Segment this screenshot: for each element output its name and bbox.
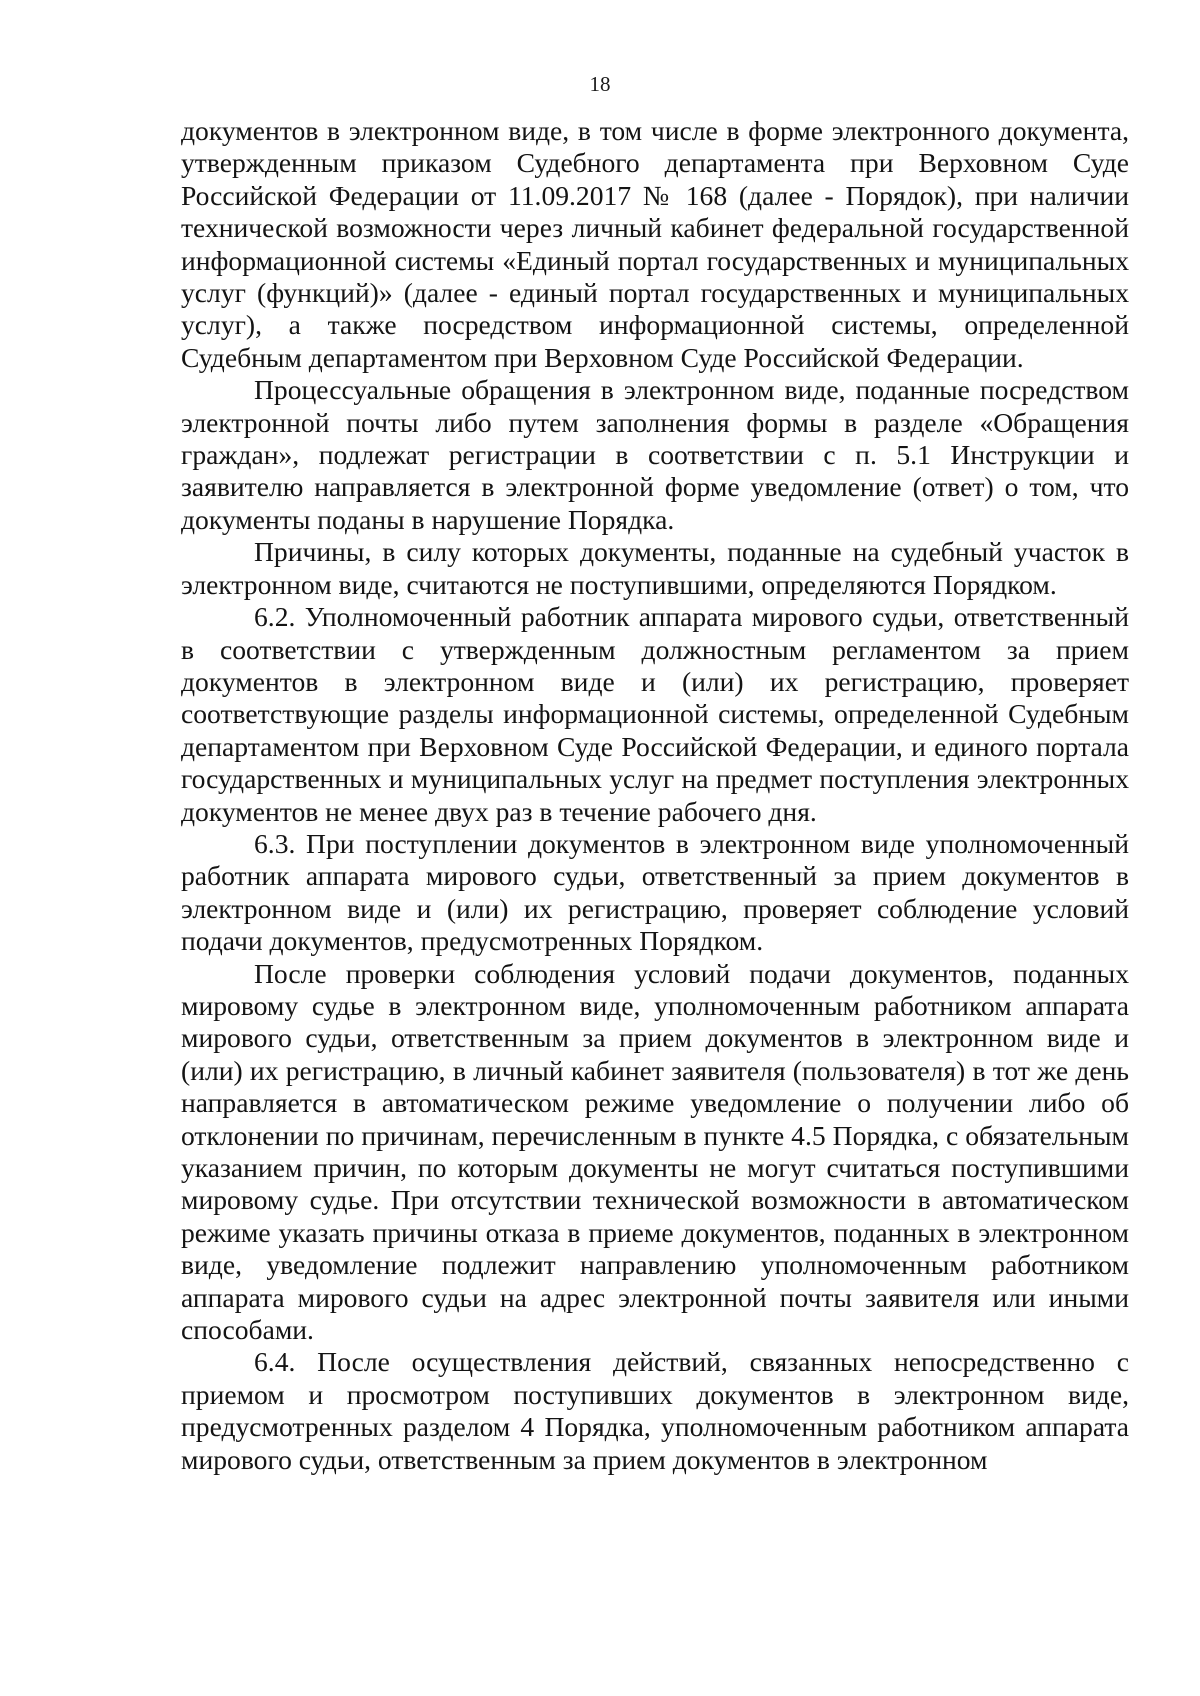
paragraph-6-2: 6.2. Уполномоченный работник аппарата мирового судьи, ответственный в соответствии с утвержденным должностным регламентом за прием документов в электронном виде и (или) их регистрацию, проверяет соответствующие разделы информационной системы, определенной Судебным департаментом при Верховном Суде Российской Федерации, и единого портала государственных и муниципальных услуг на предмет поступления электронных документов не менее двух раз в течение рабочего дня. xyxy=(181,601,1129,827)
page-number: 18 xyxy=(589,72,611,96)
paragraph-6-4: 6.4. После осуществления действий, связанных непосредственно с приемом и просмотром поступивших документов в электронном виде, предусмотренных разделом 4 Порядка, уполномоченным работником аппарата мирового судьи, ответственным за прием документов в электронном xyxy=(181,1346,1129,1475)
paragraph-procedural-appeals: Процессуальные обращения в электронном виде, поданные посредством электронной почты либо путем заполнения формы в разделе «Обращения граждан», подлежат регистрации в соответствии с п. 5.1 Инструкции и заявителю направляется в электронной форме уведомление (ответ) о том, что документы поданы в нарушение Порядка. xyxy=(181,374,1129,535)
paragraph-6-3: 6.3. При поступлении документов в электронном виде уполномоченный работник аппарата мирового судьи, ответственный за прием документов в электронном виде и (или) их регистрацию, проверяет соблюдение условий подачи документов, предусмотренных Порядком. xyxy=(181,827,1129,957)
paragraph-reasons-not-received: Причины, в силу которых документы, поданные на судебный участок в электронном виде, считаются не поступившими, определяются Порядком. xyxy=(181,536,1129,600)
paragraph-after-check: После проверки соблюдения условий подачи документов, поданных мировому судье в электронном виде, уполномоченным работником аппарата мирового судьи, ответственным за прием документов в электронном виде и (или) их регистрацию, в личный кабинет заявителя (пользователя) в тот же день направляется в автоматическом режиме уведомление о получении либо об отклонении по причинам, перечисленным в пункте 4.5 Порядка, с обязательным указанием причин, по которым документы не могут считаться поступившими мировому судье. При отсутствии технической возможности в автоматическом режиме указать причины отказа в приеме документов, поданных в электронном виде, уведомление подлежит направлению уполномоченным работником аппарата мирового судьи на адрес электронной почты заявителя или иными способами. xyxy=(181,957,1129,1346)
document-body xyxy=(181,115,1129,1476)
paragraph-continuation: документов в электронном виде, в том числе в форме электронного документа, утвержденным приказом Судебного департамента при Верховном Суде Российской Федерации от 11.09.2017 № 168 (далее - Порядок), при наличии технической возможности через личный кабинет федеральной государственной информационной системы «Единый портал государственных и муниципальных услуг (функций)» (далее - единый портал государственных и муниципальных услуг), а также посредством информационной системы, определенной Судебным департаментом при Верховном Суде Российской Федерации. xyxy=(181,115,1129,373)
